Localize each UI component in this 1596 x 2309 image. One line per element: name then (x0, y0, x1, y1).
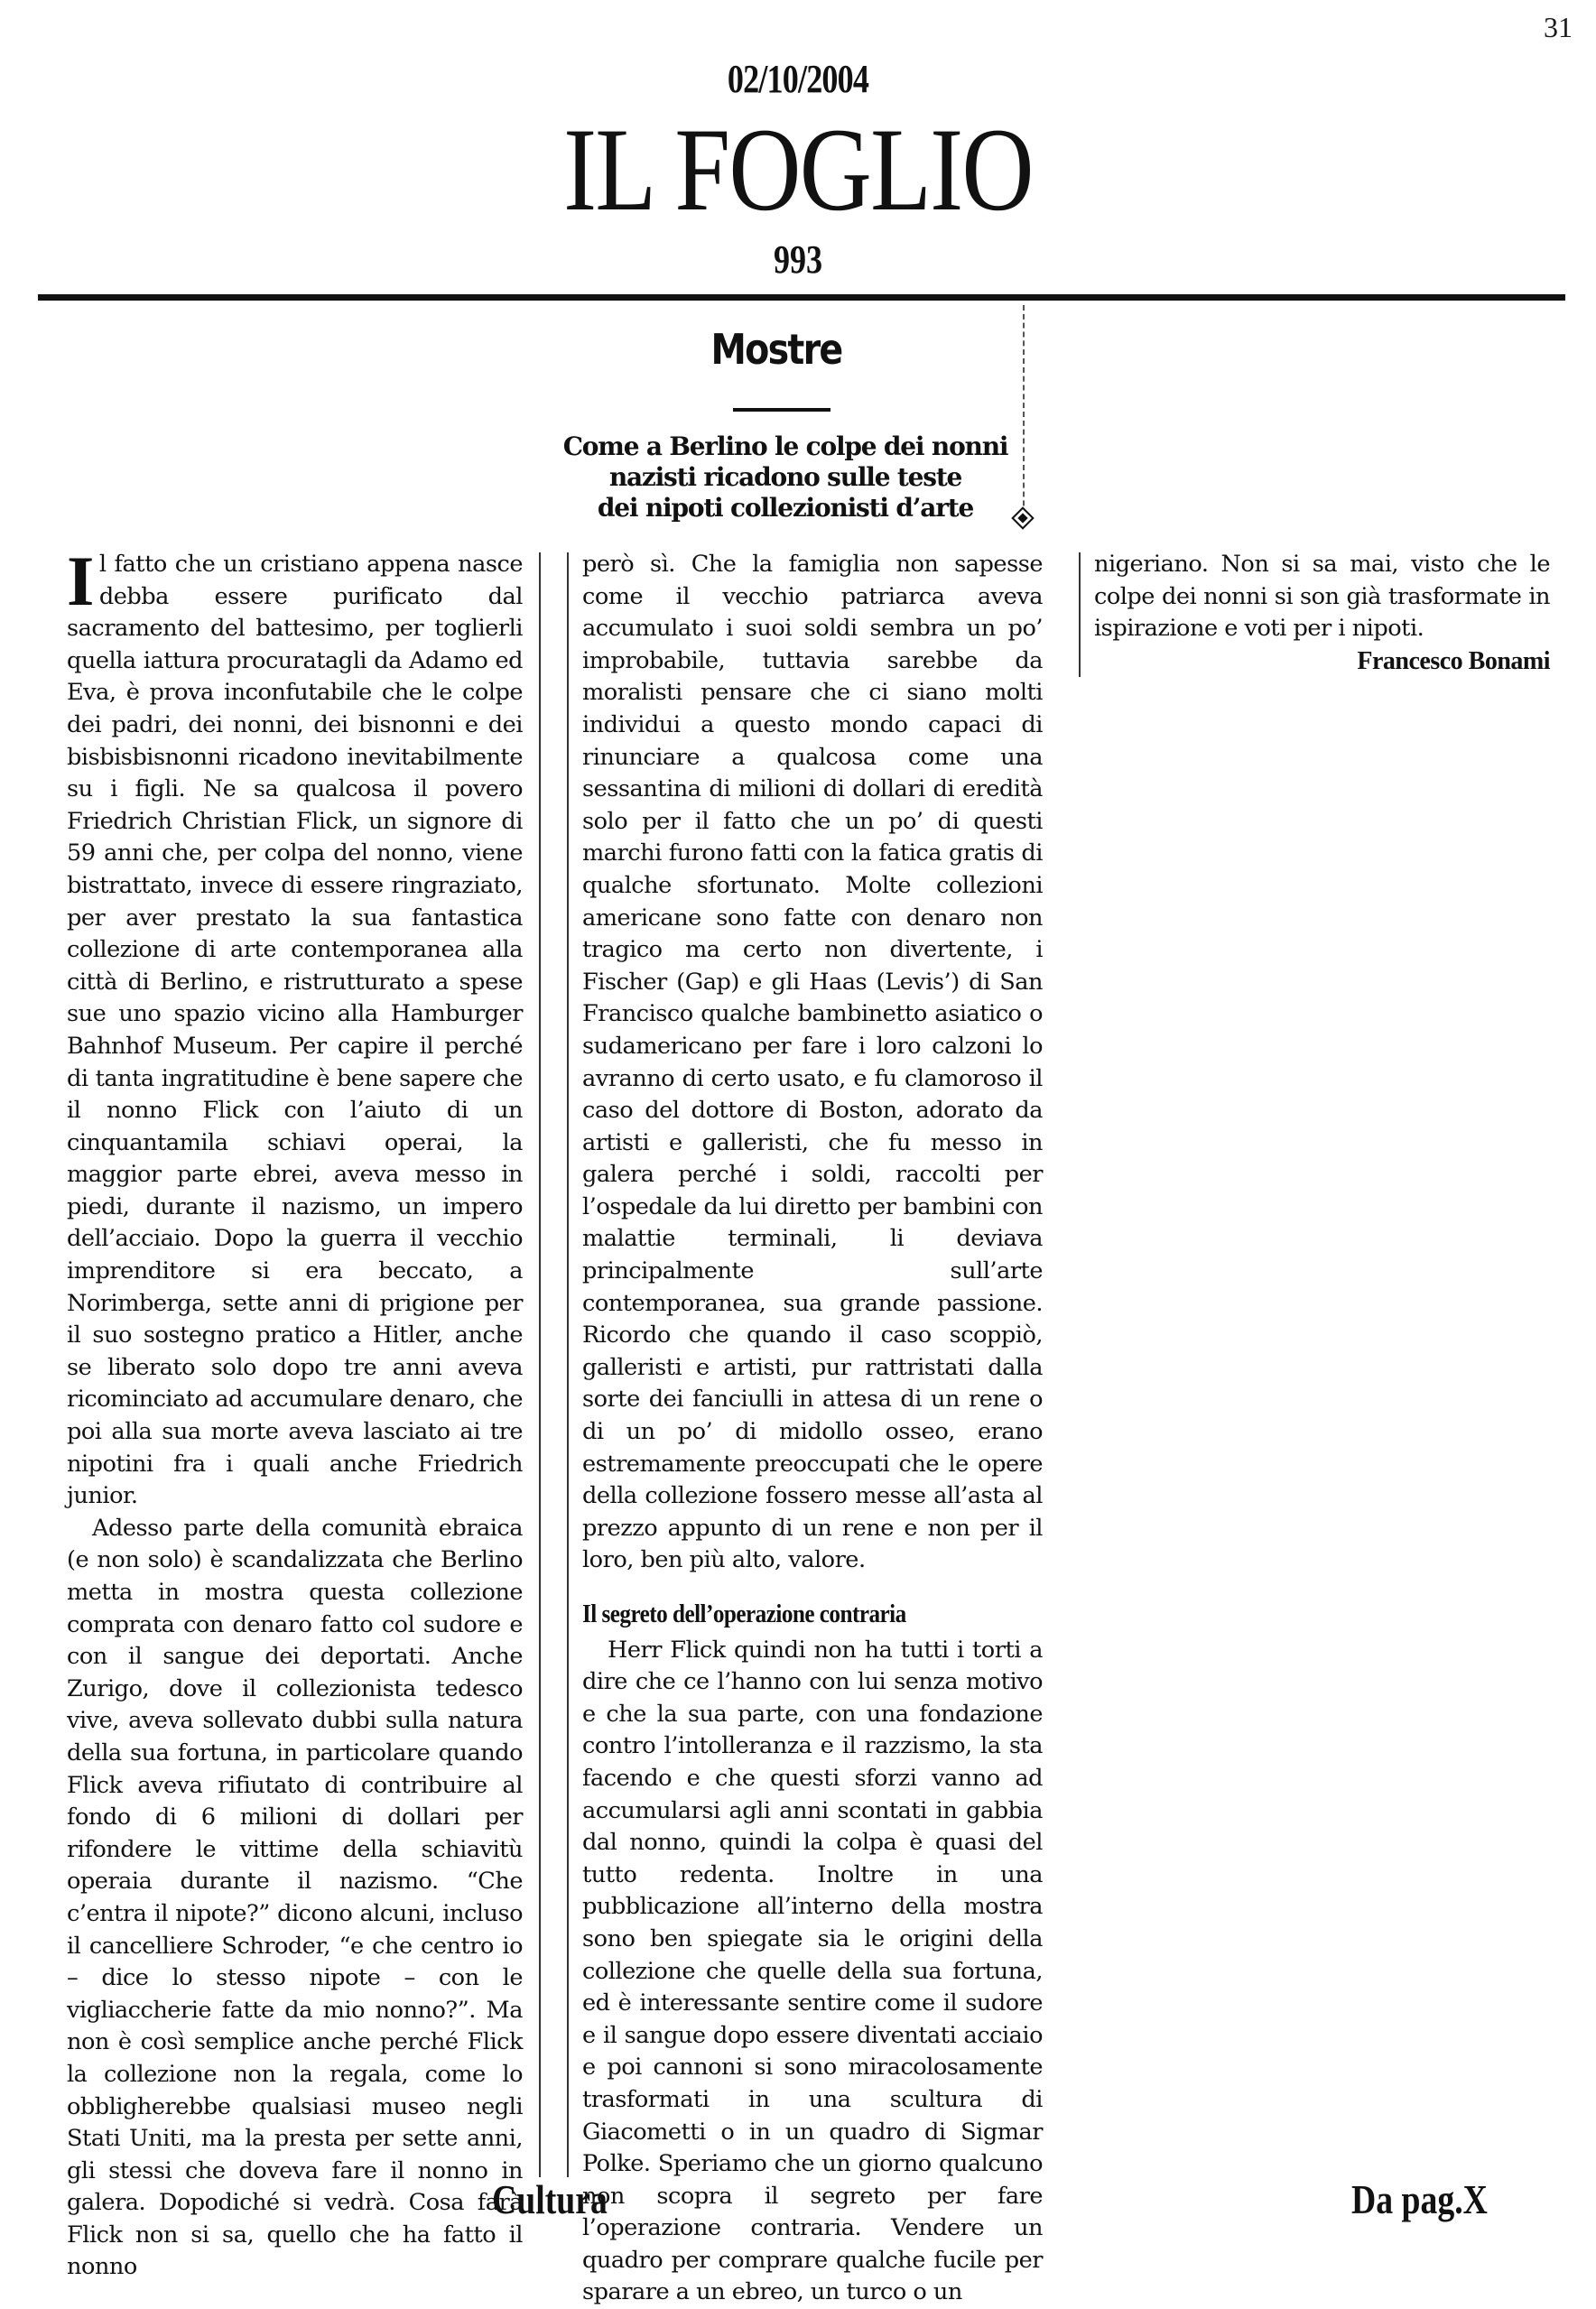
article-paragraph: Adesso parte della comunità ebraica (e non solo) è scandalizzata che Berlino metta in mostra questa collezione comprata con denaro fatto col sudore e con il sangue dei deportati. Anche Zurigo, dove il collezionista tedesco vive, aveva sollevato dubbi sulla natura della sua fortuna, in particolare quando Flick aveva rifiutato di contribuire al fondo di 6 milioni di dollari per rifondere le vittime della schiavitù operaia durante il nazismo. “Che c’entra il nipote?” dicono alcuni, incluso il cancelliere Schroder, “e che centro io – dice lo stesso nipote – con le vigliaccherie fatte da mio nonno?”. Ma non è così semplice anche perché Flick la collezione non la regala, come lo obbligherebbe qualsiasi museo negli Stati Uniti, ma la presta per sette anni, gli stessi che doveva fare il nonno in galera. Dopodiché si vedrà. Cosa farà Flick non si sa, quello che ha fatto il nonno (67, 1514, 523, 2281)
kicker-divider (733, 408, 830, 412)
headline-line: nazisti ricadono sulle teste (608, 462, 962, 492)
article-column-3 (1094, 549, 1550, 677)
footer-section-label: Cultura (492, 2176, 608, 2222)
author-byline: Francesco Bonami (1357, 646, 1550, 675)
headline (542, 431, 1029, 524)
article-paragraph: Herr Flick quindi non ha tutti i torti a dire che ce l’hanno con lui senza motivo e che la sua parte, con una fondazione contro l’intolleranza e il razzismo, la sta facendo e che questi sforzi vanno ad accumularsi agli anni scontati in gabbia dal nonno, quindi la colpa è quasi del tutto redenta. Inoltre in una pubblicazione all’interno della mostra sono ben spiegate sia le origini della collezione che quelle della sua fortuna, ed è interessante sentire come il sudore e il sangue dopo essere diventati acciaio e poi cannoni si sono miracolosamente trasformati in una scultura di Giacometti o in un quadro di Sigmar Polke. Speriamo che un giorno qualcuno non scopra il segreto per fare l’operazione contraria. Vendere un quadro per comprare qualche fucile per sparare a un ebreo, un turco o un (582, 1636, 1043, 2306)
drop-cap: I (67, 542, 94, 620)
headline-dashed-rule (1023, 305, 1025, 524)
column-rule (567, 552, 569, 2177)
issue-number: 993 (773, 237, 823, 282)
headline-line: Come a Berlino le colpe dei nonni (562, 431, 1008, 461)
column-rule (1079, 552, 1081, 677)
article-column-2 (582, 549, 1043, 2309)
article-column-1 (67, 542, 523, 2284)
paragraph-text: l fatto che un cristiano appena nasce debba essere purificato dal sacramento del battesimo, per toglierli quella iattura procuratagli da Adamo ed Eva, è prova inconfutabile che le colpe dei padri, dei nonni, dei bisnonni e dei bisbisbisnonni ricadono inevitabilmente su i figli. Ne sa qualcosa il povero Friedrich Christian Flick, un signore di 59 anni che, per colpa del nonno, viene bistrattato, invece di essere ringraziato, per aver prestato la sua fantastica collezione di arte contemporanea alla città di Berlino, e ristrutturato a spese sue uno spazio vicino alla Hamburger Bahnhof Museum. Per capire il perché di tanta ingratitudine è bene sapere che il nonno Flick con l’aiuto di un cinquantamila schiavi operai, la maggior parte ebrei, aveva messo in piedi, durante il nazismo, un impero dell’acciaio. Dopo la guerra il vecchio imprenditore si era beccato, a Norimberga, sette anni di prigione per il suo sostegno pratico a Hitler, anche se liberato solo dopo tre anni aveva ricominciato ad accumulare denaro, che poi alla sua morte aveva lasciato ai tre nipotini fra i quali anche Friedrich junior. (67, 551, 523, 1510)
publication-date: 02/10/2004 (727, 57, 869, 101)
section-kicker: Mostre (710, 325, 842, 374)
headline-line: dei nipoti collezionisti d’arte (597, 493, 974, 523)
page-number: 31 (1544, 11, 1573, 43)
article-paragraph (67, 542, 523, 1513)
article-subheading: Il segreto dell’operazione contraria (582, 1600, 906, 1628)
newspaper-title: IL FOGLIO (563, 103, 1033, 236)
masthead-divider (38, 294, 1565, 301)
footer-source-page: Da pag.X (1351, 2176, 1488, 2222)
column-rule (539, 552, 541, 2177)
article-paragraph: nigeriano. Non si sa mai, visto che le colpe dei nonni si son già trasformate in ispirazione e voti per i nipoti. (1094, 551, 1550, 643)
article-paragraph: però sì. Che la famiglia non sapesse come il vecchio patriarca aveva accumulato i suoi soldi sembra un po’ improbabile, tuttavia sarebbe da moralisti pensare che ci siano molti individui a questo mondo capaci di rinunciare a qualcosa come una sessantina di milioni di dollari di eredità solo per il fatto che un po’ di questi marchi furono fatti con la fatica gratis di qualche sfortunato. Molte collezioni americane sono fatte con denaro non tragico ma certo non divertente, i Fischer (Gap) e gli Haas (Levis’) di San Francisco qualche bambinetto asiatico o sudamericano per fare i loro calzoni lo avranno di certo usato, e fu clamoroso il caso del dottore di Boston, adorato da artisti e galleristi, che fu messo in galera perché i soldi, raccolti per l’ospedale da lui diretto per bambini con malattie terminali, li deviava principalmente sull’arte contemporanea, sua grande passione. Ricordo che quando il caso scoppiò, galleristi e artisti, pur rattristati dalla sorte dei fanciulli in attesa di un rene o di un po’ di midollo osseo, erano estremamente preoccupati che le opere della collezione fossero messe all’asta al prezzo appunto di un rene e non per il loro, ben più alto, valore. (582, 551, 1043, 1574)
